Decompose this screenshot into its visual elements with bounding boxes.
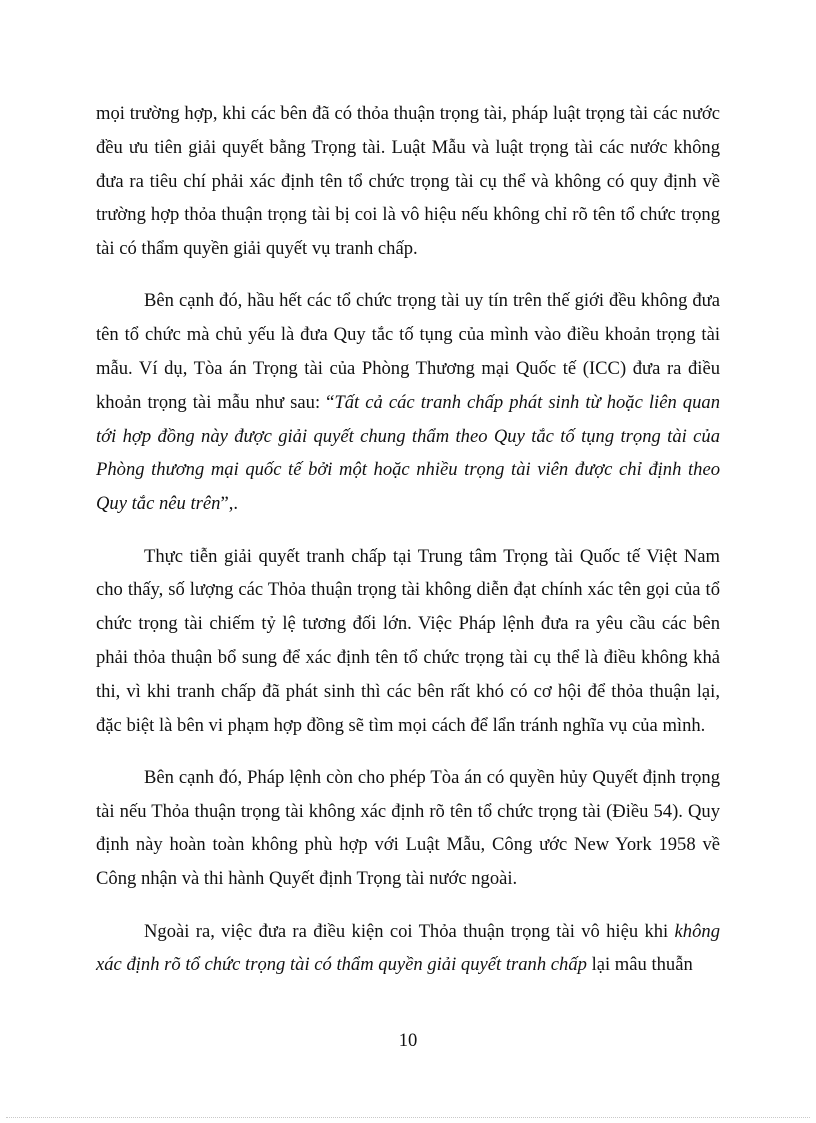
paragraph-1-text: mọi trường hợp, khi các bên đã có thỏa thuận trọng tài, pháp luật trọng tài các nước đều ưu tiên giải quyết bằng Trọng tài. Luật Mẫu và luật trọng tài các nước không đưa ra tiêu chí phải xác định tên tổ chức trọng tài cụ thể và không có quy định về trường hợp thỏa thuận trọng tài bị coi là vô hiệu nếu không chỉ rõ tên tổ chức trọng tài có thẩm quyền giải quyết vụ tranh chấp. [96, 103, 720, 260]
page-bottom-divider [6, 1117, 810, 1118]
paragraph-4-text: Bên cạnh đó, Pháp lệnh còn cho phép Tòa án có quyền hủy Quyết định trọng tài nếu Thỏa thuận trọng tài không xác định rõ tên tổ chức trọng tài (Điều 54). Quy định này hoàn toàn không phù hợp với Luật Mẫu, Công ước New York 1958 về Công nhận và thi hành Quyết định Trọng tài nước ngoài. [96, 766, 720, 890]
document-body [96, 97, 720, 982]
paragraph-3-text: Thực tiễn giải quyết tranh chấp tại Trung tâm Trọng tài Quốc tế Việt Nam cho thấy, số lượng các Thỏa thuận trọng tài không diễn đạt chính xác tên gọi của tổ chức trọng tài chiếm tỷ lệ tương đối lớn. Việc Pháp lệnh đưa ra yêu cầu các bên phải thỏa thuận bổ sung để xác định tên tổ chức trọng tài cụ thể là điều không khả thi, vì khi tranh chấp đã phát sinh thì các bên rất khó có cơ hội để thỏa thuận lại, đặc biệt là bên vi phạm hợp đồng sẽ tìm mọi cách để lẩn tránh nghĩa vụ của mình. [96, 545, 720, 736]
paragraph-5-italic-phrase: không xác định rõ tổ chức trọng tài có thẩm quyền giải quyết tranh chấp [96, 920, 720, 976]
paragraph-3 [96, 540, 720, 743]
paragraph-2-text-intro: Bên cạnh đó, hầu hết các tổ chức trọng tài uy tín trên thế giới đều không đưa tên tổ chức mà chủ yếu là đưa Quy tắc tố tụng của mình vào điều khoản trọng tài mẫu. Ví dụ, Tòa án Trọng tài của Phòng Thương mại Quốc tế (ICC) đưa ra điều khoản trọng tài mẫu như sau: “ [96, 290, 720, 413]
paragraph-5 [96, 915, 720, 983]
paragraph-2-text-end: ”,. [220, 493, 238, 515]
paragraph-1 [96, 97, 720, 266]
paragraph-2 [96, 284, 720, 521]
paragraph-5-text-end: lại mâu thuẫn [586, 954, 693, 976]
paragraph-5-text-intro: Ngoài ra, việc đưa ra điều kiện coi Thỏa thuận trọng tài vô hiệu khi [144, 920, 675, 942]
page-number: 10 [398, 1030, 418, 1051]
icc-model-clause-quote: Tất cả các tranh chấp phát sinh từ hoặc liên quan tới hợp đồng này được giải quyết chung thẩm theo Quy tắc tố tụng trọng tài của Phòng thương mại quốc tế bởi một hoặc nhiều trọng tài viên được chỉ định theo Quy tắc nêu trên [96, 391, 720, 515]
paragraph-4 [96, 761, 720, 896]
